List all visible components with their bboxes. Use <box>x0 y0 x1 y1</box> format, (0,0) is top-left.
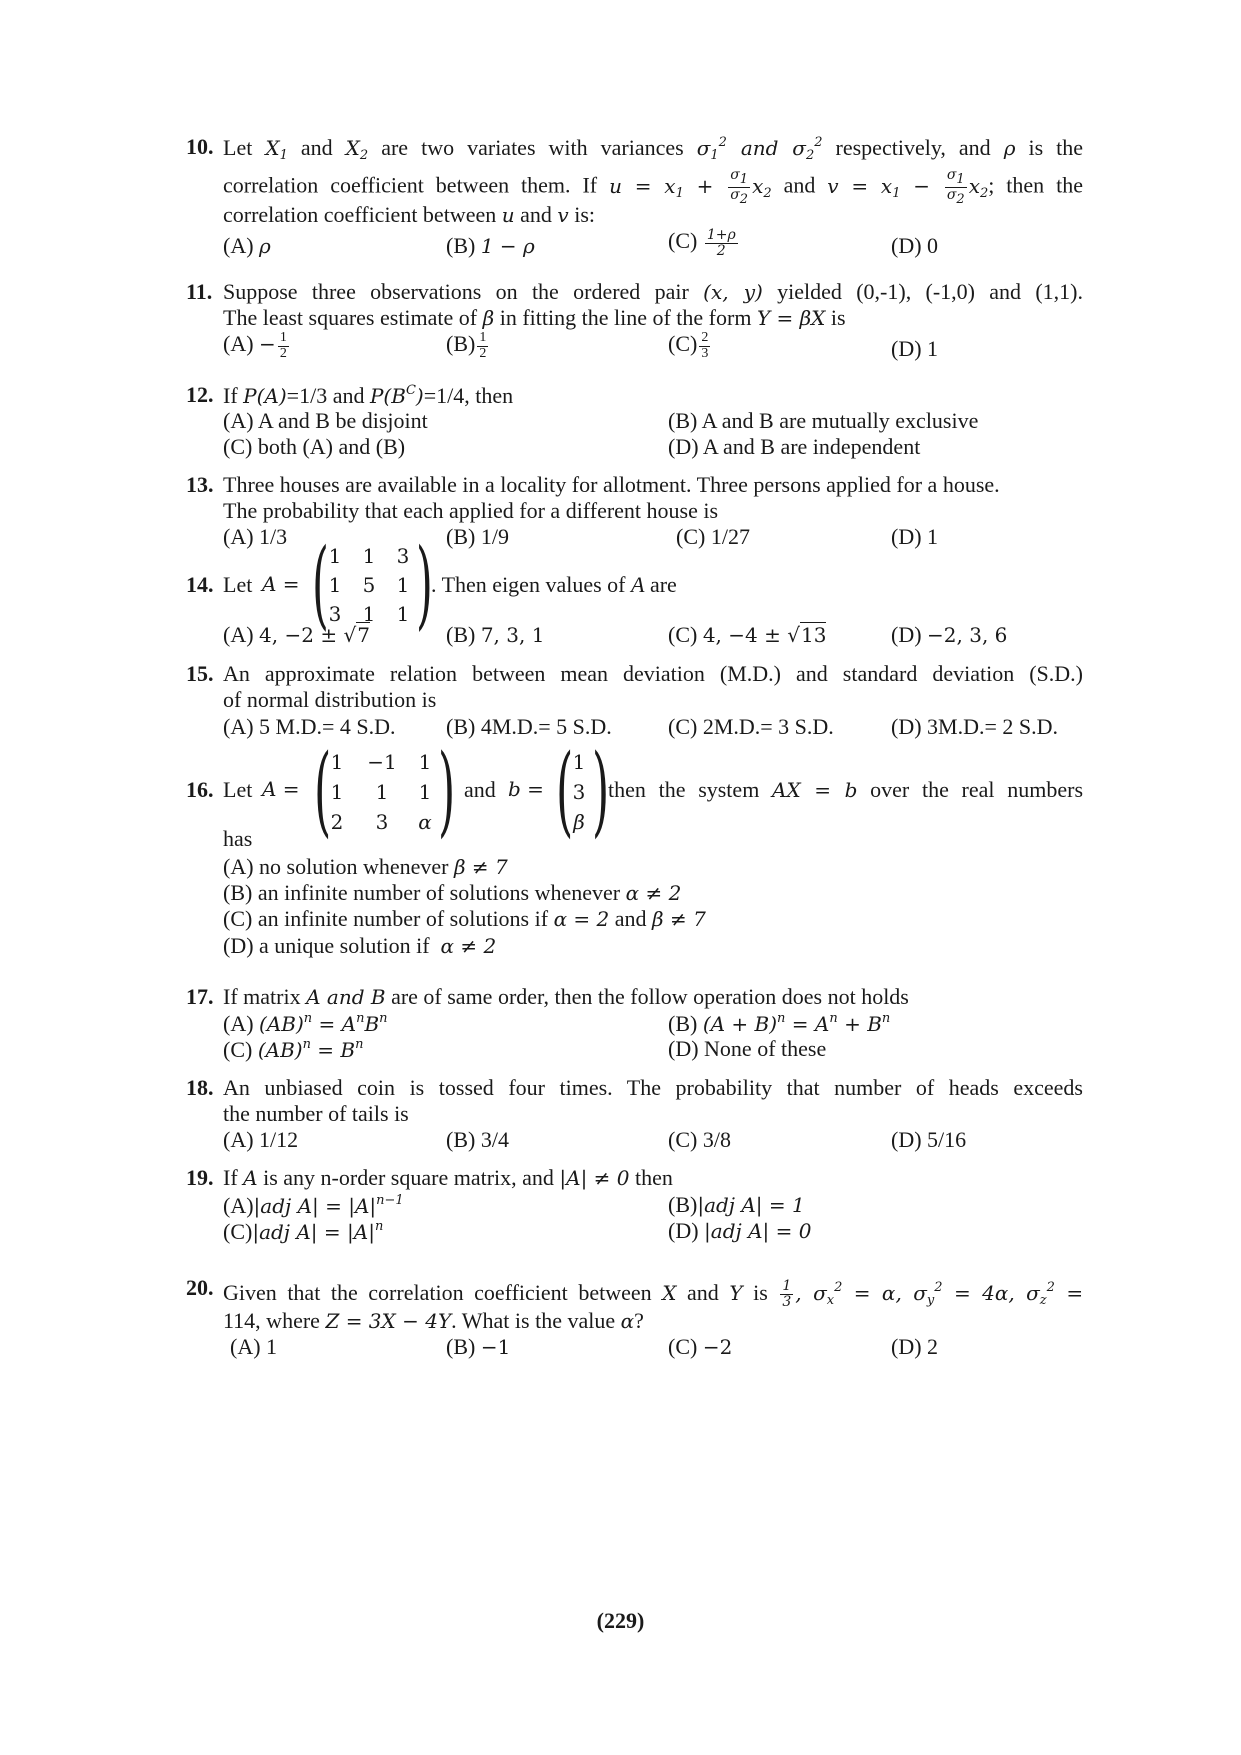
question-number: 20. <box>186 1275 214 1300</box>
question-stem: If matrix A and B are of same order, then the follow operation does not holds <box>223 984 909 1009</box>
question-number: 13. <box>186 472 214 497</box>
question-stem: If A is any n-order square matrix, and |A| ≠ 0 then <box>223 1165 673 1190</box>
question-stem-line-1: An unbiased coin is tossed four times. The probability that number of heads exceeds <box>223 1075 1083 1100</box>
option-a: (A) − $\frac{1}{2}$ <box>223 330 287 361</box>
option-a: (A) $(AB)^n = A^nB^n$ <box>223 1011 388 1036</box>
matrix-cell: 1 <box>328 573 342 597</box>
option-a: (A) 5 M.D.= 4 S.D. <box>223 714 396 739</box>
option-d: (D) 0 <box>891 233 939 258</box>
option-c: (C) $\frac{2}{3}$ <box>668 330 709 361</box>
vector-b <box>556 734 610 848</box>
question-stem-line-1: Given that the correlation coefficient between X and Y is $\frac{1}{3}$ , $\sigma_x^2 = \alpha$, $\sigma_y^2 = 4\alpha$, $\sigma_z^2$ = <box>223 1278 1084 1310</box>
matrix-cell: 1 <box>330 750 344 774</box>
question-stem: If P(A)=1/3 and $P(B^C)=1/4$, then <box>223 383 514 408</box>
question-stem-line-3: correlation coefficient between u and v is: <box>223 202 595 227</box>
option-a: (A) 1/12 <box>223 1127 299 1152</box>
option-d: (D) 1 <box>891 524 939 549</box>
question-number: 16. <box>186 777 214 802</box>
question-number: 19. <box>186 1165 214 1190</box>
matrix-cell: 3 <box>328 602 342 626</box>
question-stem-line-2: of normal distribution is <box>223 687 437 712</box>
option-b: (B) an infinite number of solutions whenever α ≠ 2 <box>223 880 682 905</box>
matrix-cell: 2 <box>330 810 344 834</box>
matrix-cell: 3 <box>396 544 410 568</box>
right-paren: ) <box>416 528 433 640</box>
vector-label: b = <box>508 777 544 801</box>
left-paren: ( <box>312 528 329 640</box>
option-b: (B) 3/4 <box>446 1127 509 1152</box>
question-stem-line-1: Three houses are available in a locality for allotment. Three persons applied for a house. <box>223 472 1000 497</box>
option-a: (A) 1 <box>230 1334 278 1359</box>
matrix-cell: 1 <box>396 573 410 597</box>
question-stem-line-1: Let $X_1$ and $X_2$ are two variates with variances $\sigma_1^2$ and $\sigma_2^2$ respectively, and ρ is the <box>223 135 1084 163</box>
right-paren: ) <box>592 734 610 848</box>
matrix-cell: 1 <box>362 602 376 626</box>
option-a: (A)|adj $A| = |A|^{n-1}$ <box>223 1193 404 1218</box>
vector-cell: β <box>573 810 585 834</box>
option-c: (C) 3/8 <box>668 1127 731 1152</box>
option-c: (C) $(AB)^n = B^n$ <box>223 1037 364 1062</box>
matrix-cell: 1 <box>418 780 432 804</box>
option-c: (C) $\frac{1+\rho}{2}$ <box>668 227 736 259</box>
question-number: 17. <box>186 984 214 1009</box>
option-a: (A) no solution whenever β ≠ 7 <box>223 854 508 879</box>
matrix-cell: 5 <box>362 573 376 597</box>
question-number: 15. <box>186 661 214 686</box>
matrix-cell: 1 <box>362 544 376 568</box>
option-d: (D) 5/16 <box>891 1127 967 1152</box>
question-stem-rest: . Then eigen values of A are <box>431 572 677 597</box>
matrix-cell: 1 <box>418 750 432 774</box>
option-a: (A) A and B be disjoint <box>223 408 428 433</box>
right-paren: ) <box>438 734 456 848</box>
matrix-cell: 1 <box>396 602 410 626</box>
option-d: (D) 3M.D.= 2 S.D. <box>891 714 1059 739</box>
question-number: 18. <box>186 1075 214 1100</box>
vector-cell: 3 <box>572 780 586 804</box>
option-a: (A) ρ <box>223 233 271 258</box>
option-c: (C) −2 <box>668 1334 733 1359</box>
option-a: (A) 4, −2 ± √7 <box>223 622 370 647</box>
option-b: (B) 4M.D.= 5 S.D. <box>446 714 612 739</box>
question-stem-rest: then the system AX = b over the real numbers <box>608 777 1084 802</box>
question-stem-line-1: Suppose three observations on the ordered pair (x, y) yielded (0,-1), (-1,0) and (1,1). <box>223 279 1084 304</box>
option-d: (D) |adj A| = 0 <box>668 1218 812 1243</box>
matrix-cell: 1 <box>375 780 389 804</box>
option-b: (B) 1 − ρ <box>446 233 535 258</box>
page-number: (229) <box>596 1608 645 1633</box>
question-stem-line-2: 114, where Z = 3X − 4Y. What is the value α? <box>223 1308 644 1333</box>
option-b: (B) $\frac{1}{2}$ <box>446 330 487 361</box>
matrix-cell: −1 <box>367 750 397 774</box>
question-stem-line-2: correlation coefficient between them. If $u = x_1$ + $\frac{\sigma 1}{\sigma 2}$ $x_2$ and $v = x_1$ − $\frac{\sigma 1}{\sigma 2}$ $x_2$; then the <box>223 167 1083 207</box>
option-c: (C) both (A) and (B) <box>223 434 406 459</box>
matrix-a <box>312 528 433 640</box>
option-b: (B) 1/9 <box>446 524 509 549</box>
question-stem-let: Let <box>223 777 253 802</box>
option-c: (C) 1/27 <box>676 524 750 549</box>
question-number: 14. <box>186 572 214 597</box>
matrix-label: A = <box>262 572 300 596</box>
question-stem-let: Let <box>223 572 253 597</box>
matrix-a <box>314 734 456 848</box>
option-d: (D) None of these <box>668 1036 827 1061</box>
option-d: (D) −2, 3, 6 <box>891 622 1008 647</box>
option-c: (C) 2M.D.= 3 S.D. <box>668 714 834 739</box>
option-d: (D) 2 <box>891 1334 939 1359</box>
option-d: (D) 1 <box>891 336 939 361</box>
option-b: (B) −1 <box>446 1334 511 1359</box>
matrix-cell: α <box>418 810 432 834</box>
matrix-cell: 1 <box>330 780 344 804</box>
option-b: (B)|adj A| = 1 <box>668 1192 805 1217</box>
question-number: 10. <box>186 134 214 159</box>
option-c: (C) 4, −4 ± √13 <box>668 622 827 647</box>
left-paren: ( <box>314 734 332 848</box>
question-stem-line-2: The probability that each applied for a different house is <box>223 498 719 523</box>
question-number: 11. <box>186 279 213 304</box>
question-stem-line-2: the number of tails is <box>223 1101 409 1126</box>
vector-cell: 1 <box>572 750 586 774</box>
option-b: (B) $(A + B)^n = A^n + B^n$ <box>668 1011 891 1036</box>
question-stem-and: and <box>464 777 496 802</box>
option-a: (A) 1/3 <box>223 524 288 549</box>
matrix-cell: 1 <box>328 544 342 568</box>
question-stem-line-2: The least squares estimate of β in fitting the line of the form Y = βX is <box>223 305 846 330</box>
option-c: (C) an infinite number of solutions if α = 2 and β ≠ 7 <box>223 906 706 931</box>
question-number: 12. <box>186 382 214 407</box>
option-c: (C)|adj $A| = |A|^n$ <box>223 1219 384 1244</box>
question-stem-line-1: An approximate relation between mean deviation (M.D.) and standard deviation (S.D.) <box>223 661 1083 686</box>
option-b: (B) 7, 3, 1 <box>446 622 545 647</box>
option-d: (D) A and B are independent <box>668 434 921 459</box>
option-d: (D) a unique solution if α ≠ 2 <box>223 933 497 958</box>
matrix-cell: 3 <box>375 810 389 834</box>
option-b: (B) A and B are mutually exclusive <box>668 408 979 433</box>
left-paren: ( <box>556 734 574 848</box>
question-stem-has: has <box>223 826 253 851</box>
matrix-label: A = <box>262 777 300 801</box>
